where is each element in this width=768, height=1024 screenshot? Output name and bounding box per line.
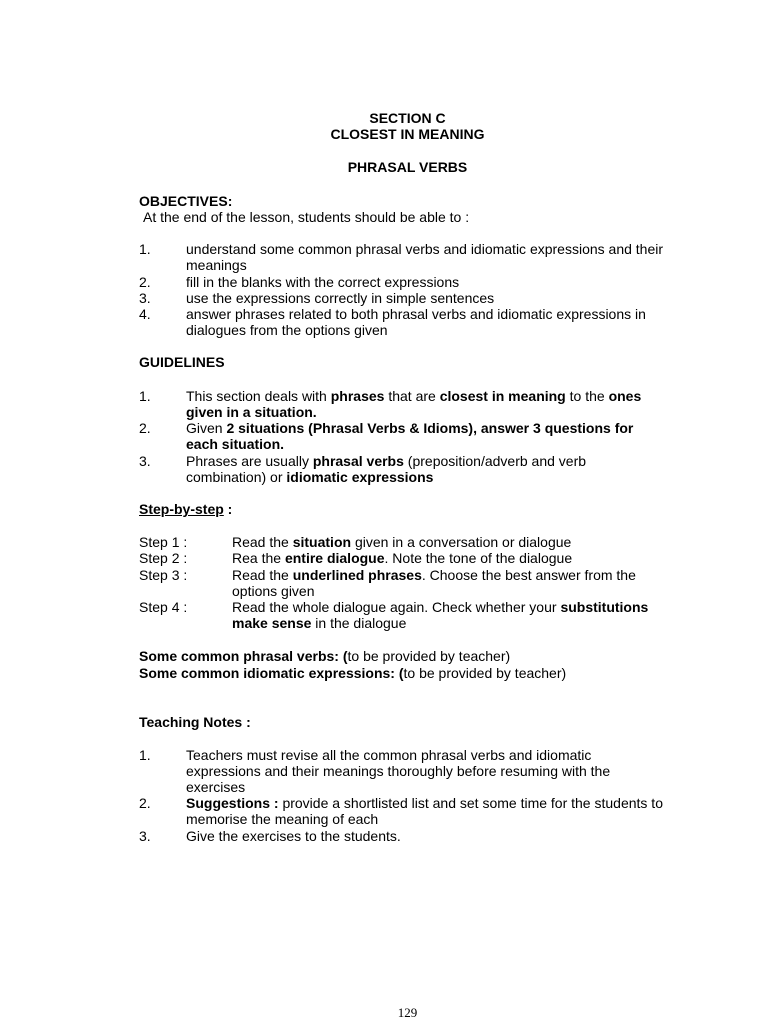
- objective-text: use the expressions correctly in simple sentences: [186, 290, 495, 306]
- guideline-keyword: ones: [608, 388, 642, 404]
- guideline-text: that are: [384, 388, 440, 404]
- objective-number: 2.: [139, 274, 151, 290]
- guideline-keyword: closest in meaning: [439, 388, 566, 404]
- objective-number: 3.: [139, 290, 151, 306]
- note-item: [186, 828, 686, 844]
- section-subtitle: CLOSEST IN MEANING: [330, 126, 485, 142]
- objectives-heading: OBJECTIVES:: [139, 193, 233, 209]
- step-label: Step 4 :: [139, 599, 188, 615]
- objective-text: answer phrases related to both phrasal verbs and idiomatic expressions in: [186, 306, 646, 322]
- step-text-part: Read the whole dialogue again. Check whether your: [232, 599, 561, 615]
- note-keyword: Suggestions :: [186, 795, 279, 811]
- topic-heading: PHRASAL VERBS: [347, 159, 468, 175]
- step-text-part: in the dialogue: [311, 615, 407, 631]
- guideline-keyword: phrasal verbs: [312, 453, 404, 469]
- objective-item: [186, 274, 686, 290]
- note-text: Give the exercises to the students.: [186, 828, 401, 844]
- note-item: [186, 795, 686, 827]
- step-keyword: situation: [292, 534, 352, 550]
- step-text-part: . Note the tone of the dialogue: [384, 550, 573, 566]
- step-keyword: make sense: [232, 615, 312, 631]
- note-number: 2.: [139, 795, 151, 811]
- guideline-keyword: 2 situations (Phrasal Verbs & Idioms), answer 3 questions for: [226, 420, 634, 436]
- objective-text-cont: dialogues from the options given: [186, 322, 388, 338]
- objective-number: 4.: [139, 306, 151, 322]
- step-label: Step 1 :: [139, 534, 188, 550]
- guideline-item: [186, 453, 686, 485]
- guideline-text: This section deals with: [186, 388, 331, 404]
- step-keyword: entire dialogue: [284, 550, 385, 566]
- note-number: 3.: [139, 828, 151, 844]
- page-number: 129: [397, 1005, 418, 1020]
- steps-heading-text: Step-by-step: [139, 501, 224, 517]
- guideline-keyword: given in a situation.: [186, 404, 317, 420]
- guideline-keyword: each situation.: [186, 436, 285, 452]
- objective-number: 1.: [139, 241, 151, 257]
- guideline-text: Phrases are usually: [186, 453, 313, 469]
- step-label: Step 2 :: [139, 550, 188, 566]
- note-text: Teachers must revise all the common phrasal verbs and idiomatic: [186, 747, 592, 763]
- common-phrasal-label: Some common phrasal verbs: (: [139, 648, 348, 664]
- step-keyword: substitutions: [560, 599, 649, 615]
- guideline-keyword: phrases: [330, 388, 385, 404]
- common-idiom-note: to be provided by teacher): [403, 665, 567, 681]
- guideline-number: 2.: [139, 420, 151, 436]
- objective-item: [186, 241, 686, 273]
- objective-text-cont: meanings: [186, 257, 247, 273]
- step-text-part: Rea the: [232, 550, 285, 566]
- guideline-text: (preposition/adverb and verb: [403, 453, 587, 469]
- guideline-number: 3.: [139, 453, 151, 469]
- common-phrasal-note: to be provided by teacher): [347, 648, 511, 664]
- common-idiom-label: Some common idiomatic expressions: (: [139, 665, 404, 681]
- step-text: [232, 534, 672, 550]
- common-phrasal-verbs: [139, 648, 510, 664]
- section-heading: SECTION C: [369, 110, 446, 126]
- guideline-item: [186, 420, 686, 452]
- guideline-keyword: idiomatic expressions: [286, 469, 434, 485]
- step-text: [232, 550, 672, 566]
- note-item: [186, 747, 686, 795]
- step-text-part: Read the: [232, 567, 293, 583]
- step-text-part: Read the: [232, 534, 293, 550]
- teaching-notes-heading: Teaching Notes :: [139, 714, 251, 730]
- guideline-text: combination) or: [186, 469, 287, 485]
- step-text: [232, 567, 672, 599]
- guideline-number: 1.: [139, 388, 151, 404]
- steps-heading: [139, 501, 232, 517]
- step-text-part: options given: [232, 583, 315, 599]
- step-text-part: given in a conversation or dialogue: [351, 534, 572, 550]
- objective-item: [186, 306, 686, 338]
- note-text: memorise the meaning of each: [186, 811, 379, 827]
- step-keyword: underlined phrases: [292, 567, 422, 583]
- step-text: [232, 599, 672, 631]
- objective-text: fill in the blanks with the correct expressions: [186, 274, 460, 290]
- common-idiomatic-expressions: [139, 665, 566, 681]
- note-text: exercises: [186, 779, 246, 795]
- objective-item: [186, 290, 686, 306]
- note-number: 1.: [139, 747, 151, 763]
- step-text-part: . Choose the best answer from the: [421, 567, 636, 583]
- objective-text: understand some common phrasal verbs and idiomatic expressions and their: [186, 241, 664, 257]
- guideline-item: [186, 388, 686, 420]
- guideline-text: to the: [565, 388, 609, 404]
- objectives-intro: At the end of the lesson, students should be able to :: [143, 209, 470, 225]
- guidelines-heading: GUIDELINES: [139, 354, 225, 370]
- steps-heading-colon: :: [223, 501, 233, 517]
- step-label: Step 3 :: [139, 567, 188, 583]
- note-text: provide a shortlisted list and set some time for the students to: [278, 795, 663, 811]
- note-text: expressions and their meanings thoroughly before resuming with the: [186, 763, 611, 779]
- guideline-text: Given: [186, 420, 227, 436]
